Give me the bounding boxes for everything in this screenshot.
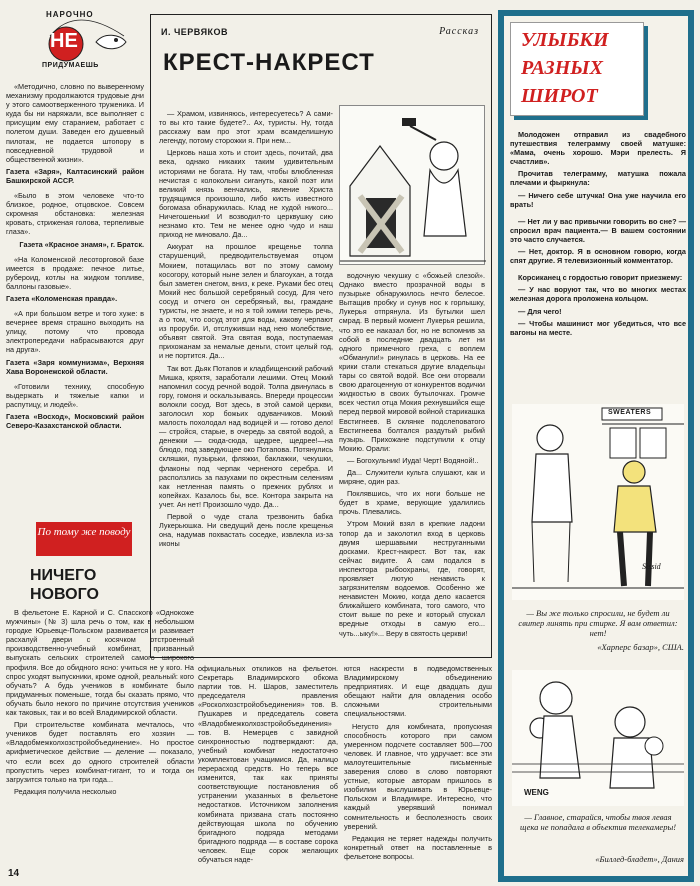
cartoon-source: «Биллед-бладет», Дания bbox=[595, 854, 684, 864]
quote-text: «А при большом ветре и того хуже: в вечернее время страшно выходить на улицу, потому что провода электропередачи набрасываются друг на друга». bbox=[6, 309, 144, 355]
jokes-title-line: ШИРОТ bbox=[521, 85, 598, 107]
joke-line: — У нас воруют так, что во многих местах железная дорога проложена кольцом. bbox=[510, 285, 686, 304]
joke-line: — Нет, доктор. Я в основном говорю, когда спят другие. Я телевизионный комментатор. bbox=[510, 247, 686, 266]
boxers-cartoon-illustration bbox=[510, 668, 686, 808]
story-paragraph: Так вот. Дьяк Потапов и кладбищенский рабочий Мишка, кряхтя, заработали лешими. Отец Мокий напомнил сосуд речной водой. Толпа двинулась в гору, гомоня и оскальзываясь. Впереди процессии волокли сосуд. Вот здесь, в этой самой церкви, заголосил хор божьих одуванчиков. Мокий малость похолодал над водицей и — готово дело! — стройся, старые, в очередь за святой водой, а денежки — сюда-сюда, щедрее, щедрее!—на блюдо, под заведующее око Потапова. Потянулись скляшки, пузырьки, фляжки, баклажки, чекушки, флаконы под черпак черненого серебра. И расползлись за пазухами по окрестным селениям как нетленная память о прежних рублях и копейках. Казалось бы, все. Контора закрыта на учет. Ан нет! Произошло чудо. Да... bbox=[159, 363, 333, 509]
logo-mark: НЕ bbox=[50, 30, 78, 52]
story-title: КРЕСТ-НАКРЕСТ bbox=[163, 49, 375, 76]
joke-line: — Нет ли у вас привычки говорить во сне? — спросил врач пациента.— В вашем состоянии это часто случается. bbox=[510, 216, 686, 244]
story-box bbox=[150, 14, 492, 658]
jokes-title-line: РАЗНЫХ bbox=[521, 57, 603, 79]
shop-cartoon-illustration bbox=[510, 402, 686, 602]
quote-text: «Методично, словно по выверенному механизму продолжаются трудовые дни у этого самоотверженного труженика. И куда бы ни наряжали, все выполняет с присущим ему старанием, работает с полетом души. Заведен его душевный пилотаж, не подается штопору в повседневной трудовой и общественной жизни». bbox=[6, 82, 144, 164]
quote-item bbox=[6, 82, 144, 185]
article-headline: НИЧЕГО НОВОГО bbox=[30, 567, 99, 603]
story-column-2 bbox=[339, 271, 485, 651]
jokes-frame bbox=[498, 10, 694, 882]
quote-source: Газета «Красное знамя», г. Братск. bbox=[19, 239, 144, 249]
story-paragraph: Утром Мокий взял в крепкие ладони топор да и заколотил вход в церковь двумя шершавыми неструганными досками. Крест-накрест. Вот так, как сейчас видите. А сам подался в инспектора рыбоохраны, где, говорят, проявляет лютую ненависть к загрязнителям водоемов. Особенно же ненавистен Мокию, когда дело касается ближайшего комбината, того самого, что стоит выше по реке и который спускал вредные отходы в самую его... чуть...ыку!»... Веру в святость церкви! bbox=[339, 519, 485, 638]
rubric-logo bbox=[36, 6, 136, 76]
rubric-tag: По тому же поводу bbox=[36, 522, 132, 556]
quote-item bbox=[6, 255, 144, 303]
article-paragraph: Негусто для комбината, пропускная способность которого при самом умеренном подсчете составляет 500—700 человек. И главное, что удручает: все эти малоутешительные письменные заверения слово в слово повторяют устные, которые авторам пришлось в изобилии выслушивать в Юрьевце-Польском и Владимире. Интересно, что каждый уверявший понимал сомнительность и бесполезность своих уверений. bbox=[344, 721, 492, 831]
cartoon-source: «Харперс базар», США. bbox=[597, 642, 684, 652]
logo-bottom-text: ПРИДУМАЕШЬ bbox=[42, 62, 99, 69]
story-column-1 bbox=[159, 109, 333, 651]
story-paragraph: Поклявшись, что их ноги больше не будет в храме, верующие удалились прочь. Плевались. bbox=[339, 489, 485, 517]
story-paragraph: Да... Служители культа слушают, как и миряне, один раз. bbox=[339, 467, 485, 487]
quote-source: Газета «Заря», Калтасинский район Башкирской АССР. bbox=[6, 166, 144, 185]
cartoon-caption: — Главное, старайся, чтобы твоя левая щека не попадала в объектив телекамеры! bbox=[519, 812, 677, 832]
article-paragraph: Редакция получила несколько bbox=[14, 786, 117, 796]
joke-line: Молодожен отправил из свадебного путешествия телеграмму своей матушке: «Мама, очень хорошо. Мэри прелесть. Я счастлив». bbox=[510, 130, 686, 167]
cartoon-shop bbox=[510, 402, 686, 602]
quote-source: Газета «Заря коммунизма», Верхняя Хава Воронежской области. bbox=[6, 357, 144, 376]
article-paragraph: Редакция не теряет надежды получить конкретный ответ на поставленные в фельетоне вопросы. bbox=[344, 833, 492, 861]
joke-line: — Чтобы машинист мог убедиться, что все вагоны на месте. bbox=[510, 318, 686, 337]
story-paragraph: — Богохульник! Иуда! Черт! Водяной!.. bbox=[347, 455, 479, 465]
page-number: 14 bbox=[8, 868, 20, 879]
jokes-text bbox=[510, 130, 686, 340]
logo-top-text: НАРОЧНО bbox=[46, 10, 94, 19]
story-paragraph: водочную чекушку с «божьей слезой». Однако вместо прозрачной воды в пузырьке обнаружилось нечто белесое. Вытащив пробку и сунув нос к горлышку, Лукерья отпрянула. Из бутылки шел смрад. В первый момент Лукерья решила, что это ее наказал бог, но не вспомнив за собой в последние двадцать лет ни одного примечного греха, с воплем «Обманули!» ринулась в церковь. На ее крики стали стекаться другие владельцы тары со святой водой. Все они оторвали свою драгоценную от конкурентов водички жидкостью в своих бутылочках. Громче всех честил отца Мокия рехнувшийся еще перед первой мировой войной старикашка Евстигнеев. В склянке подслеповатого Евстигнеева болтался раздутый рыбий пузырь. Прихожане подступили к отцу Мокию. Орали: bbox=[339, 271, 485, 453]
joke-line: — Ничего себе штучка! Она уже научила его врать! bbox=[510, 190, 686, 209]
cartoon-boxers bbox=[510, 668, 686, 808]
story-genre: Рассказ bbox=[439, 26, 479, 37]
joke-line: Корсиканец с гордостью говорит приезжему: bbox=[518, 273, 683, 283]
left-column bbox=[6, 6, 144, 566]
quote-source: Газета «Восход», Московский район Северо-Казахстанской области. bbox=[6, 412, 144, 431]
quote-item bbox=[6, 382, 144, 430]
article-paragraph: ются наскрести в подведомственных Владимирскому объединению предприятиях. И еще двадцать душ обещают найти для овладения особо сложными строительными специальностями. bbox=[344, 664, 492, 719]
quotes-list bbox=[6, 82, 144, 436]
church-cross-illustration bbox=[340, 106, 486, 266]
story-illustration bbox=[339, 105, 485, 265]
joke-line: Прочитав телеграмму, матушка пожала плечами и фыркнула: bbox=[510, 169, 686, 188]
quote-item bbox=[6, 191, 144, 249]
story-paragraph: Церковь наша хоть и стоит здесь, почитай, два века, однако никаких таким удивительным историями не богата. Ну там, чтобы влюбленная нечистая с колокольни сигануть, какой поэт или великий князь венчались, явление Христа трудящимся произошло, либо кисть известного богомаза обнаружилась. Клад не худой никого... Ничегошеньки! И возводил-то церквушку сию незнамо кто. Тем не менее одно чудо и наш приход не миновало. Да... bbox=[159, 148, 333, 240]
article-continuation-1 bbox=[198, 664, 338, 864]
cartoonist-signature: Sissid bbox=[642, 562, 661, 571]
cartoon-caption: — Вы же только спросили, не будет ли свитер линять при стирке. Я вам ответил: нет! bbox=[518, 608, 678, 638]
jokes-title-line: УЛЫБКИ bbox=[521, 29, 609, 51]
cartoonist-signature: WENG bbox=[524, 788, 549, 797]
quote-text: «На Коломенской лесоторговой базе имеется в продаже: печное литье, рубероид, котлы на жидком топливе, баллоны газовые». bbox=[6, 254, 144, 291]
article-paragraph: При строительстве комбината мечталось, что учеников будет поставлять его хозяин — «Владобмежколхозстройобъединение». Но простое арифметическое действие — деление — показало, что если всех до одного строителей области пропустить через комбинат-гигант, то и тогда он загрузится только на три года... bbox=[6, 720, 194, 784]
jokes-title-block bbox=[510, 22, 644, 116]
story-author: И. ЧЕРВЯКОВ bbox=[161, 27, 229, 37]
shop-sign: SWEATERS bbox=[608, 409, 652, 416]
quote-text: «Было в этом человеке что-то близкое, родное, отцовское. Совсем скромная обстановка: железная кровать, стриженая голова, терпеливые глаза». bbox=[6, 191, 144, 237]
article-paragraph: В фельетоне Е. Карной и С. Спасского «Однокоже мужчины» (№ 3) шла речь о том, как в небольшом городке Юрьевце-Польском развивается и развивает расхалуй двери с косячком отстроенный производственно-учебный комбинат, призванный выпускать сельских строителей самого широкого профиля. Все до обидного ясно: учиться не у кого. На спрос уходят выпускники, кроме одной, реальный: кого обучать? А будь учеников в комбинате было придуманных поменьше, тогда бы сказать прямо, что обучать было некого по причине отсутствия учеников как таковых, так и во всей Владимирской области. bbox=[6, 608, 194, 718]
article-paragraph: официальных откликов на фельетон. Секретарь Владимирского обкома партии тов. Н. Шаров, заместитель председателя правления «Росколхозстройобъединения» тов. В. Пушкарев и председатель совета «Владобмежколхозстройобъединения» тов. В. Немерцев с завидной синхронностью подтверждают: да, учебный комбинат недостаточно укомплектован учащимися. Да, налицо перерасход средств. Но теперь все изменится, так как приняты соответствующие постановления об устранении указанных в фельетоне недостатков. Источником заполнения комбината призвана стать постоянно действующая школа по обучению бригадного подряда методами бригадного подряда — в составе сорока человек. Еще сорок желающих обучаться наде- bbox=[198, 664, 338, 864]
story-paragraph: Аккурат на прошлое крещенье толпа старушенций, предводительствуемая отцом Мокием, потащилась вот по этому самому косогору, который ныне зелен и благоухан, а тогда был заметен снегом, вниз, к реке. Руками бес отец Мокий нес большой серебряный сосуд. Для чего сосуд и отчего он серебряный, вы, граждане туристы, не знаете, и но я той химии теперь речь, а о том, что сосуд этот для воды, какову черпают из проруби. И, отслуживши над нею молебствие, объявят святой. Эта святая вода, поступаемая прихожанам за немалые деньги, стоит целый год, и не портится. Да... bbox=[159, 242, 333, 361]
quote-item bbox=[6, 309, 144, 376]
quote-source: Газета «Коломенская правда». bbox=[6, 293, 118, 303]
article-continuation-2 bbox=[344, 664, 492, 864]
quote-text: «Готовили технику, способную выдержать и тяжелые капки и распутицу, и людей». bbox=[6, 381, 144, 409]
story-paragraph: Первой о чуде стала трезвонить бабка Лукерьюшка. Ни сведущий день после крещенья она, надумав похвастать соседке, извлекла из-за иконы bbox=[159, 512, 333, 549]
joke-line: — Для чего! bbox=[518, 306, 562, 316]
story-paragraph: — Храмом, извиняюсь, интересуетесь? А сами-то вы кто такие будете?.. Ах, туристы. Ну, тогда расскажу вам про этот храм всамделишную легенду, потому сторожки я. При нем... bbox=[159, 109, 333, 146]
